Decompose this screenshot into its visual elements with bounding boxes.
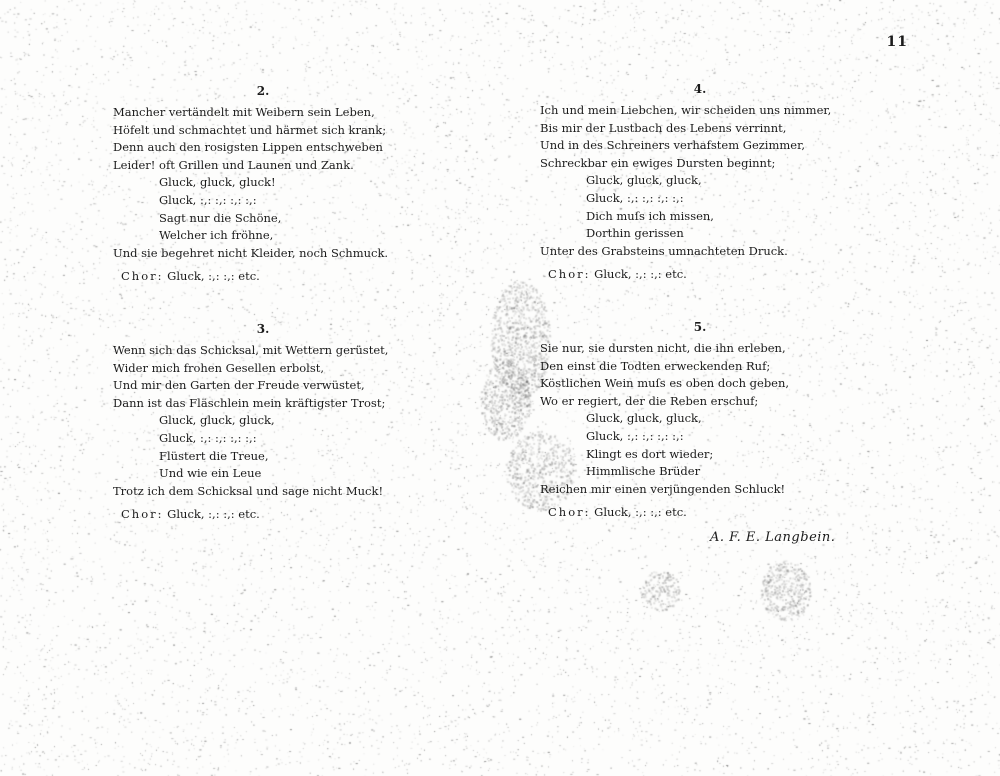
verse-line: Und in des Schreiners verhafstem Gezimmer, (540, 138, 805, 153)
stanza-4 (540, 80, 860, 284)
verse-line: Reichen mir einen verjüngenden Schluck! (540, 481, 786, 496)
verse-line: Himmlische Brüder (586, 464, 701, 479)
verse-line: Gluck, gluck, gluck, (586, 173, 702, 188)
verse-line: Gluck, gluck, gluck, (586, 411, 702, 426)
stanza-2 (113, 82, 413, 286)
verse-line: Gluck, gluck, gluck! (159, 175, 276, 190)
verse-line: Denn auch den rosigsten Lippen entschweben (113, 140, 383, 155)
author-signature: A. F. E. Langbein. (710, 530, 836, 545)
right-column (540, 80, 860, 522)
chorus-label: Chor: (121, 507, 164, 522)
chorus-text: Gluck, :,: :,: etc. (594, 267, 687, 282)
chorus-label: Chor: (121, 269, 164, 284)
chorus-line (540, 504, 860, 522)
verse-line: Unter des Grabsteins umnachteten Druck. (540, 243, 788, 258)
stanza-5 (540, 318, 860, 522)
verse-line: Und mir den Garten der Freude verwüstet, (113, 378, 365, 393)
verse-line: Gluck, :,: :,: :,: :,: (586, 190, 684, 205)
verse-line: Sagt nur die Schöne, (159, 210, 282, 225)
stanza-number: 2. (256, 84, 270, 98)
verse-line: Klingt es dort wieder; (586, 446, 714, 461)
verse-line: Den einst die Todten erweckenden Ruf; (540, 358, 771, 373)
verse-line: Schreckbar ein ewiges Dursten beginnt; (540, 155, 776, 170)
chorus-label: Chor: (548, 267, 591, 282)
verse-line: Wider mich frohen Gesellen erbolst, (113, 360, 325, 375)
verse-line: Wo er regiert, der die Reben erschuf; (540, 393, 759, 408)
verse-line: Dann ist das Fläschlein mein kräftigster Trost; (113, 395, 386, 410)
stanza-number: 5. (693, 319, 707, 334)
chorus-label: Chor: (548, 505, 591, 520)
stanza-3 (113, 320, 413, 524)
verse-line: Gluck, :,: :,: :,: :,: (159, 430, 257, 445)
verse-line: Und wie ein Leue (159, 466, 262, 481)
verse-line: Flüstert die Treue, (159, 448, 269, 463)
verse-line: Trotz ich dem Schicksal und sage nicht Muck! (113, 483, 384, 498)
verse-line: Mancher vertändelt mit Weibern sein Leben, (113, 105, 375, 119)
verse-line: Wenn sich das Schicksal, mit Wettern gerüstet, (113, 342, 389, 357)
verse-line: Leider! oft Grillen und Launen und Zank. (113, 157, 354, 172)
chorus-line (113, 506, 413, 524)
verse-line: Höfelt und schmachtet und härmet sich krank; (113, 122, 387, 137)
verse-line: Sie nur, sie dursten nicht, die ihn erleben, (540, 340, 786, 355)
stanza-number: 4. (693, 82, 707, 96)
chorus-line (540, 266, 860, 284)
verse-line: Und sie begehret nicht Kleider, noch Schmuck. (113, 245, 389, 260)
chorus-line (113, 268, 413, 286)
verse-line: Welcher ich fröhne, (159, 228, 274, 243)
verse-line: Ich und mein Liebchen, wir scheiden uns nimmer, (540, 103, 832, 117)
chorus-text: Gluck, :,: :,: etc. (167, 507, 260, 522)
stanza-number: 3. (256, 321, 270, 336)
verse-line: Dich muſs ich missen, (586, 208, 714, 223)
verse-line: Bis mir der Lustbach des Lebens verrinnt, (540, 120, 787, 135)
page-number: 11 (886, 34, 908, 50)
verse-line: Gluck, :,: :,: :,: :,: (159, 192, 257, 207)
chorus-text: Gluck, :,: :,: etc. (594, 505, 687, 520)
verse-line: Dorthin gerissen (586, 226, 684, 241)
left-column (113, 82, 413, 524)
verse-line: Gluck, :,: :,: :,: :,: (586, 428, 684, 443)
chorus-text: Gluck, :,: :,: etc. (167, 269, 260, 284)
verse-line: Gluck, gluck, gluck, (159, 413, 275, 428)
verse-line: Köstlichen Wein muſs es oben doch geben, (540, 376, 790, 391)
